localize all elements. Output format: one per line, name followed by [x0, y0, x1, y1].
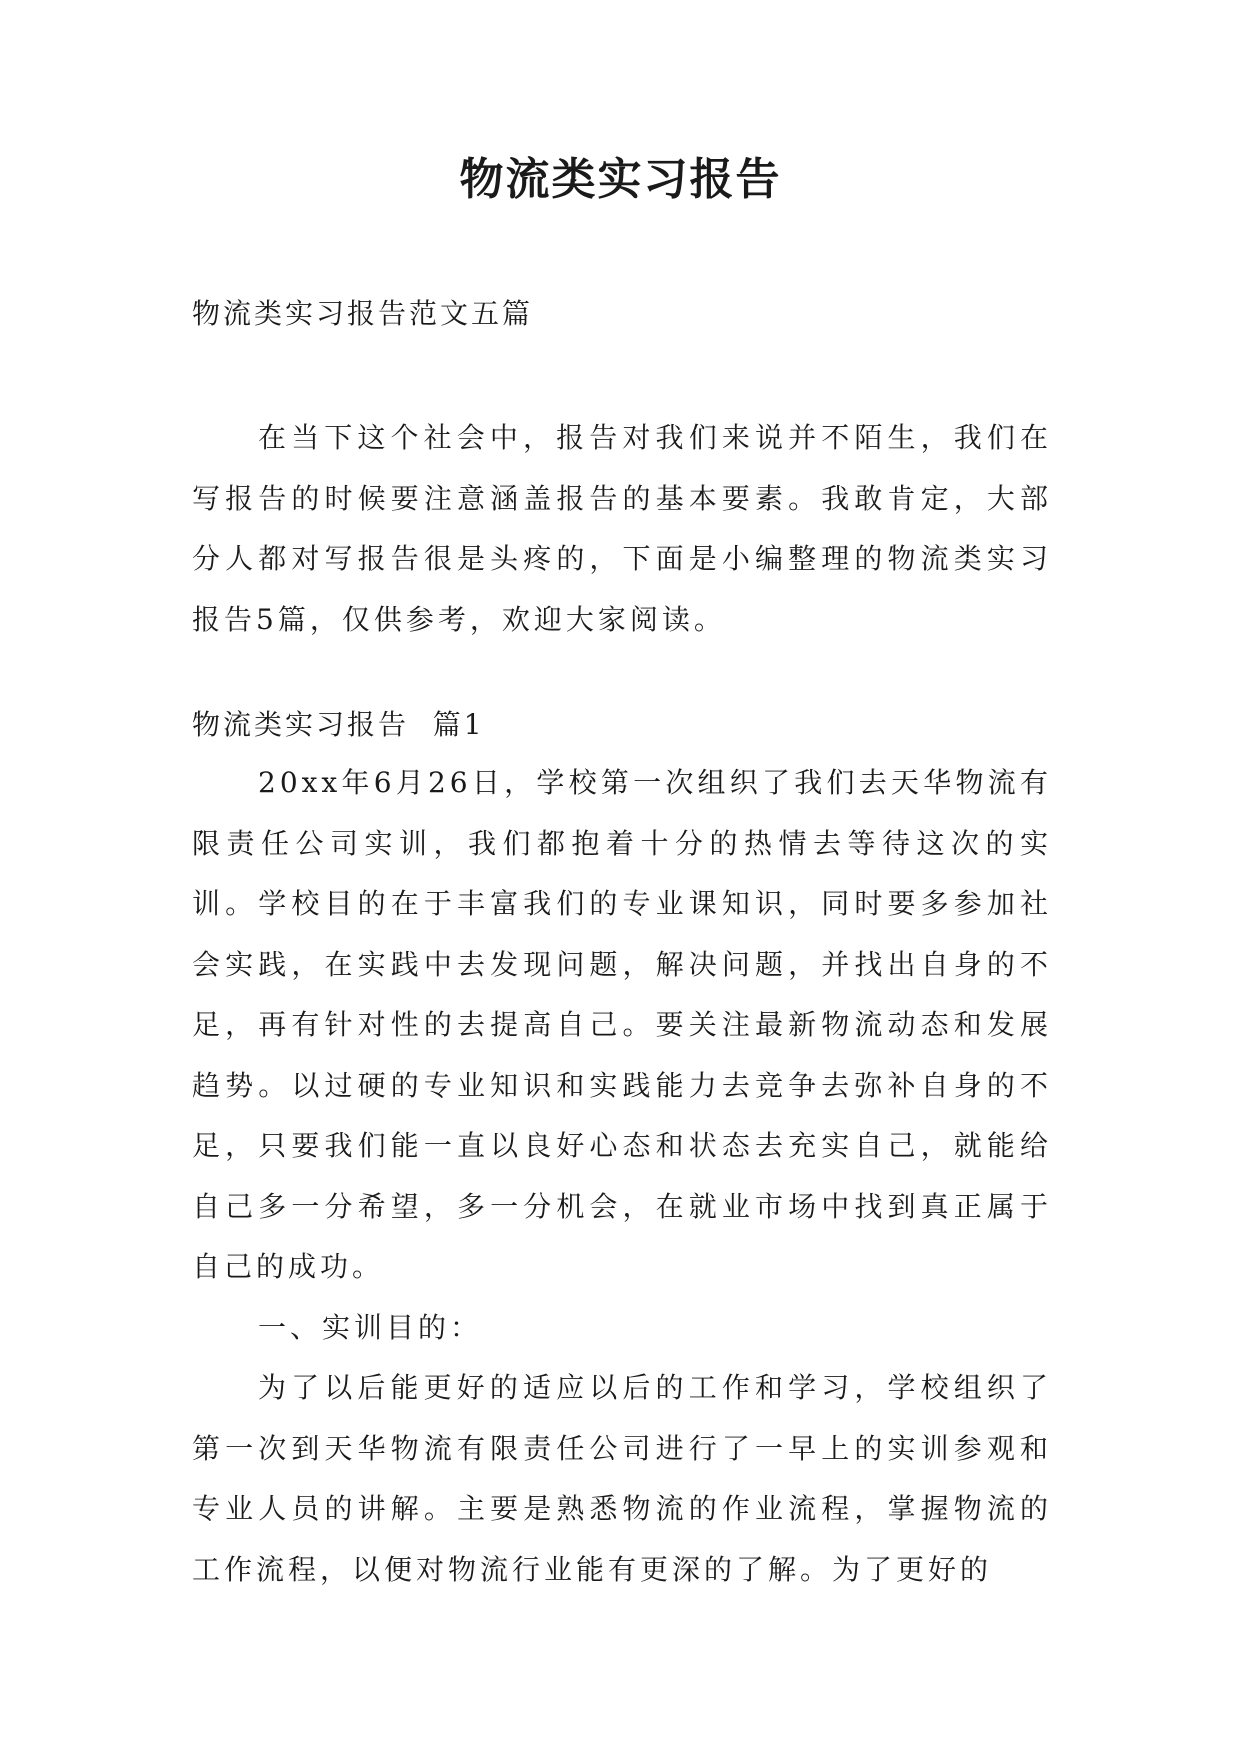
section-heading: 物流类实习报告 篇1: [192, 708, 485, 741]
body-paragraph: 20xx年6月26日，学校第一次组织了我们去天华物流有限责任公司实训，我们都抱着十分的热情去等待这次的实训。学校目的在于丰富我们的专业课知识，同时要多参加社会实践，在实践中去发现问题，解决问题，并找出自身的不足，再有针对性的去提高自己。要关注最新物流动态和发展趋势。以过硬的专业知识和实践能力去竞争去弥补自身的不足，只要我们能一直以良好心态和状态去充实自己，就能给自己多一分希望，多一分机会，在就业市场中找到真正属于自己的成功。: [192, 766, 1052, 1283]
section-body: [192, 753, 1052, 1600]
intro-paragraph: 在当下这个社会中，报告对我们来说并不陌生，我们在写报告的时候要注意涵盖报告的基本要素。我敢肯定，大部分人都对写报告很是头疼的，下面是小编整理的物流类实习报告5篇，仅供参考，欢迎大家阅读。: [192, 421, 1052, 636]
document-subtitle: 物流类实习报告范文五篇: [192, 297, 534, 330]
body-paragraph: 为了以后能更好的适应以后的工作和学习，学校组织了第一次到天华物流有限责任公司进行了一早上的实训参观和专业人员的讲解。主要是熟悉物流的作业流程，掌握物流的工作流程，以便对物流行业能有更深的了解。为了更好的: [192, 1371, 1052, 1586]
page-title: 物流类实习报告: [459, 154, 782, 205]
subsection-heading: 一、实训目的：: [258, 1310, 483, 1344]
